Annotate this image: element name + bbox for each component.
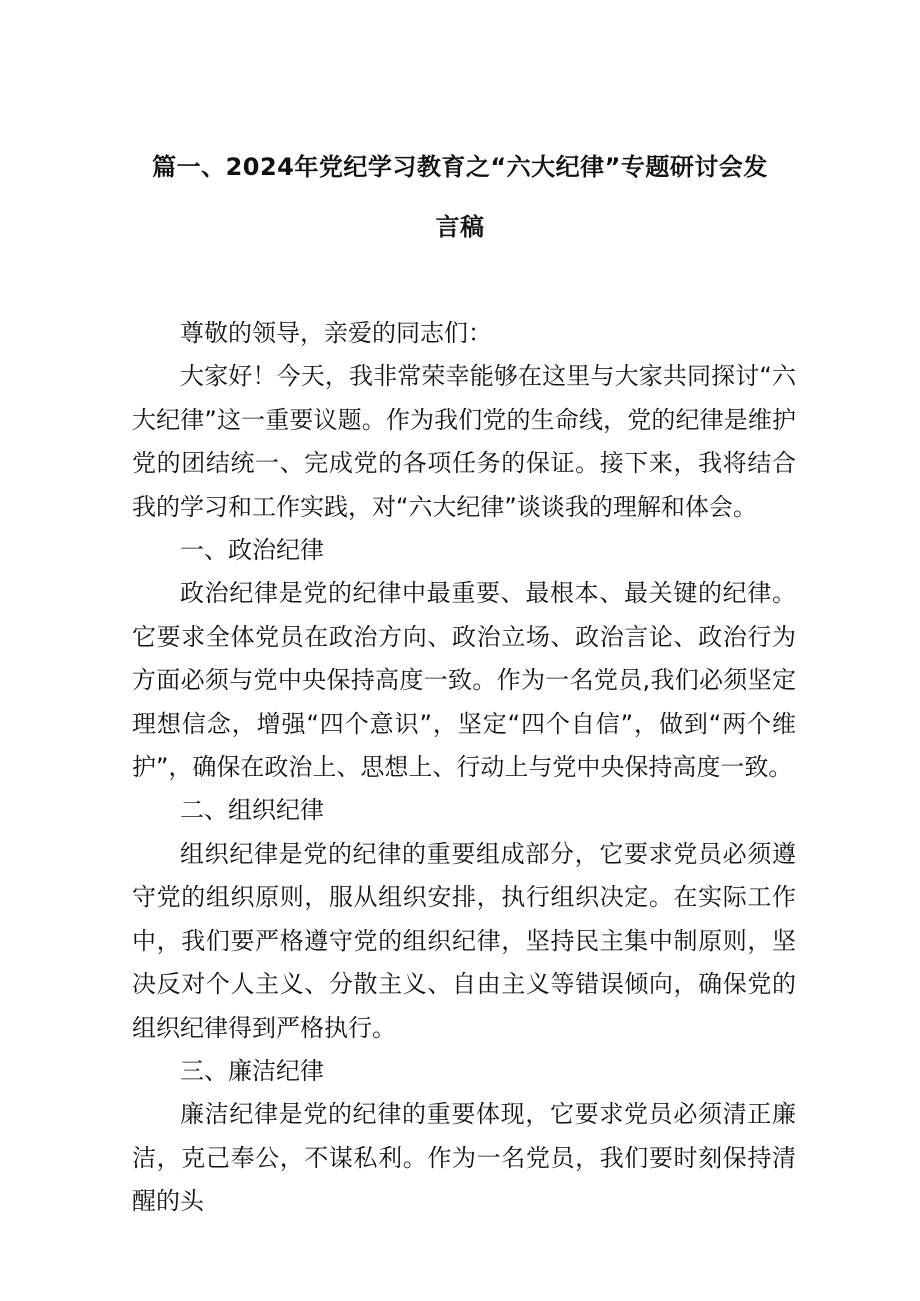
section-text-political: 政治纪律是党的纪律中最重要、最根本、最关键的纪律。它要求全体党员在政治方向、政治立场、政治言论、政治行为方面必须与党中央保持高度一致。作为一名党员,我们必须坚定理想信念，增强“四个意识”，坚定“四个自信”，做到“两个维护”，确保在政治上、思想上、行动上与党中央保持高度一致。: [132, 579, 796, 782]
greeting-paragraph: 尊敬的领导，亲爱的同志们：: [180, 319, 492, 347]
intro-paragraph: 大家好！今天，我非常荣幸能够在这里与大家共同探讨“六大纪律”这一重要议题。作为我们党的生命线，党的纪律是维护党的团结统一、完成党的各项任务的保证。接下来，我将结合我的学习和工作实践，对“六大纪律”谈谈我的理解和体会。: [132, 362, 796, 521]
section-heading-integrity: 三、廉洁纪律: [180, 1056, 324, 1085]
title-line-1: 篇一、2024年党纪学习教育之“六大纪律”专题研讨会发: [152, 153, 768, 181]
document-body: [132, 312, 796, 1224]
title-line-2: 言稿: [435, 213, 485, 241]
section-heading-organizational: 二、组织纪律: [180, 796, 324, 825]
document-title: [0, 148, 920, 246]
section-heading-political: 一、政治纪律: [180, 536, 324, 565]
section-text-organizational: 组织纪律是党的纪律的重要组成部分，它要求党员必须遵守党的组织原则，服从组织安排，执行组织决定。在实际工作中，我们要严格遵守党的组织纪律，坚持民主集中制原则，坚决反对个人主义、分散主义、自由主义等错误倾向，确保党的组织纪律得到严格执行。: [132, 839, 796, 1042]
section-text-integrity: 廉洁纪律是党的纪律的重要体现，它要求党员必须清正廉洁，克己奉公，不谋私利。作为一名党员，我们要时刻保持清醒的头: [132, 1100, 796, 1216]
